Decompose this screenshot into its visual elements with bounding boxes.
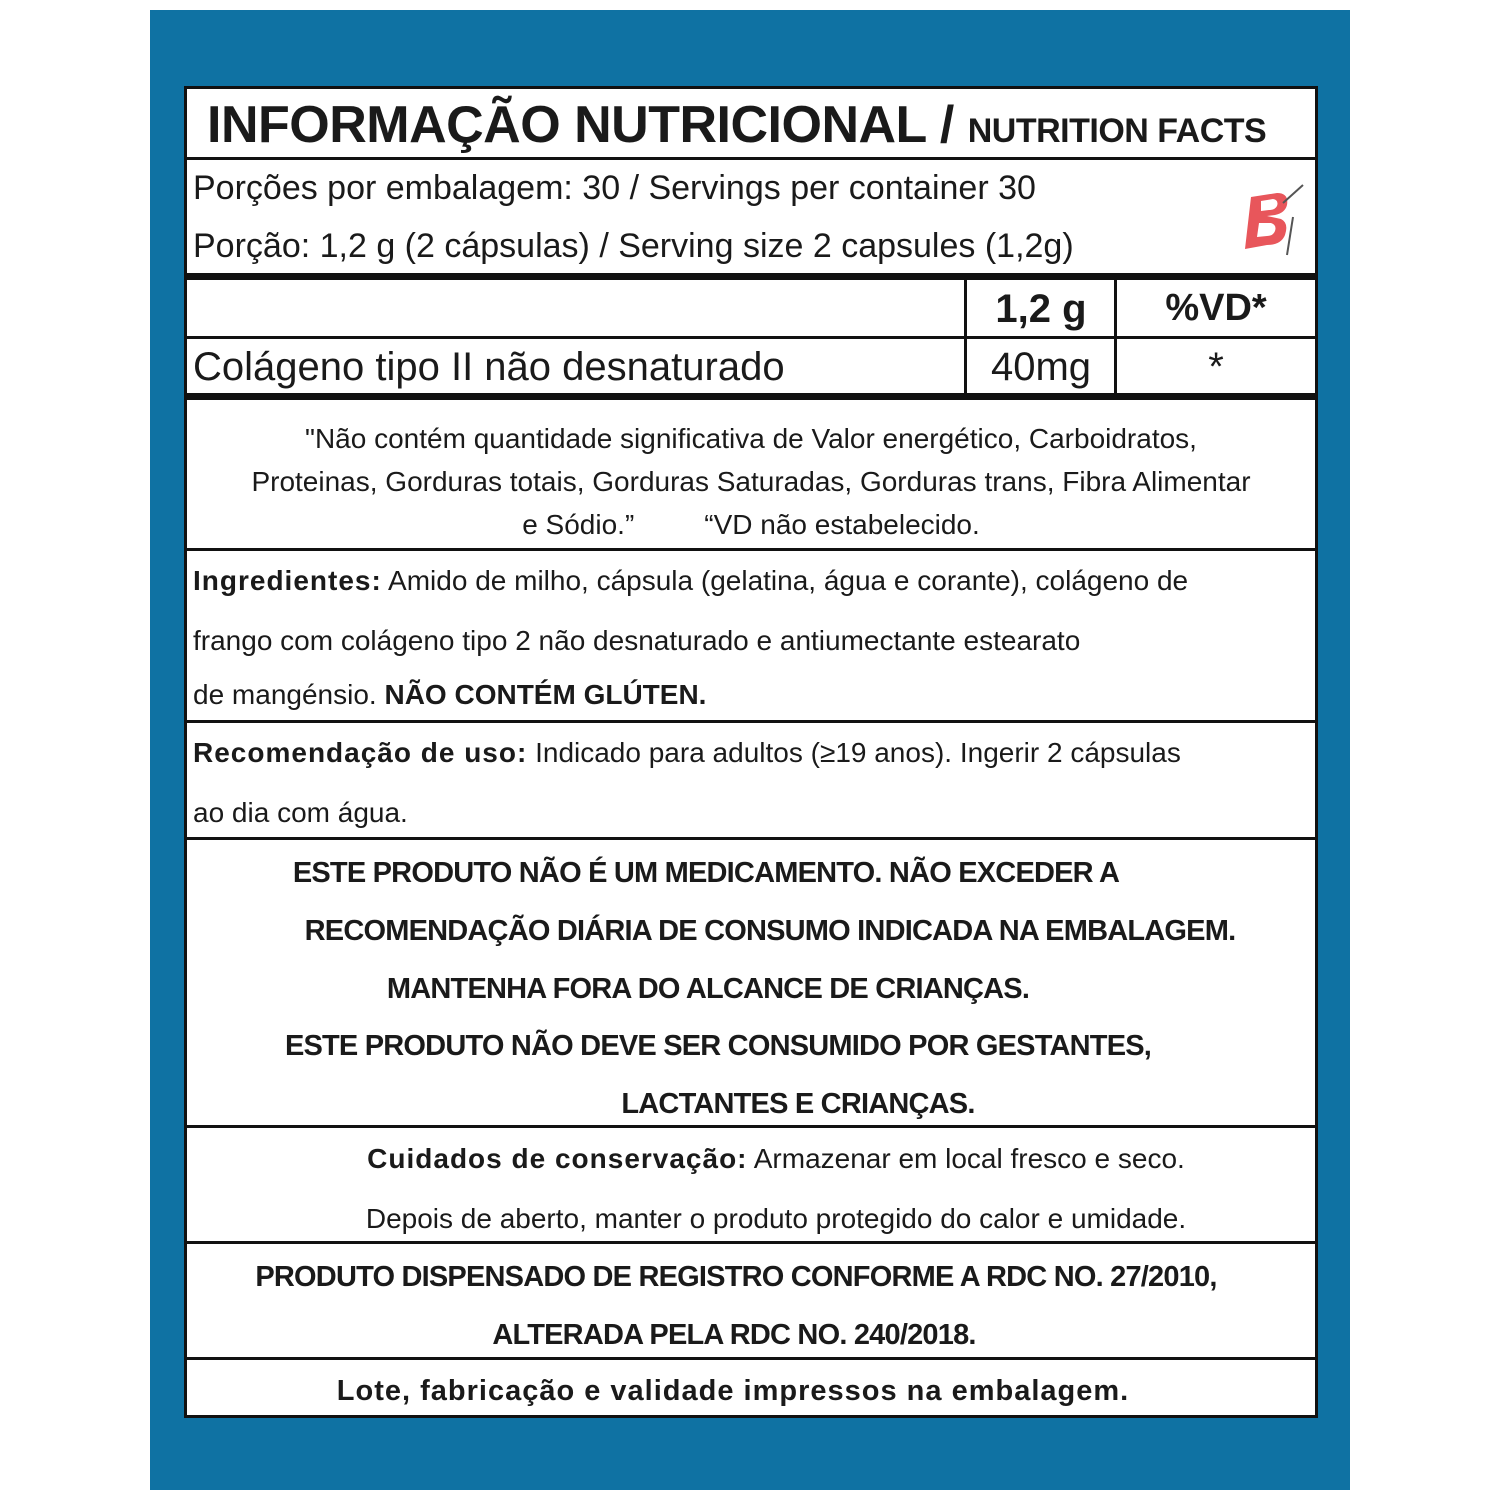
- recommendation-section: [187, 723, 1315, 837]
- ingredients-line-3: de mangénsio.: [193, 679, 385, 710]
- divider: [187, 157, 1315, 160]
- note-line-3b: “VD não estabelecido.: [704, 509, 980, 540]
- brand-logo-icon: [1237, 183, 1307, 263]
- warnings-section: [187, 841, 1315, 1125]
- warning-line: RECOMENDAÇÃO DIÁRIA DE CONSUMO INDICADA NA EMBALAGEM.: [304, 915, 1236, 947]
- divider: [187, 1357, 1315, 1360]
- warning-line: MANTENHA FORA DO ALCANCE DE CRIANÇAS.: [386, 973, 1030, 1005]
- warning-line: ESTE PRODUTO NÃO DEVE SER CONSUMIDO POR GESTANTES,: [284, 1030, 1152, 1062]
- nutrition-label: [184, 86, 1318, 1418]
- registration-line-1: PRODUTO DISPENSADO DE REGISTRO CONFORME A RDC NO. 27/2010,: [255, 1261, 1217, 1293]
- lote-section: [187, 1361, 1315, 1415]
- care-line-2: Depois de aberto, manter o produto protegido do calor e umidade.: [365, 1203, 1187, 1234]
- note-line-2: Proteinas, Gorduras totais, Gorduras Saturadas, Gorduras trans, Fibra Alimentar: [251, 466, 1251, 497]
- header-vd: %VD*: [1165, 287, 1267, 329]
- nutrient-amount: 40mg: [990, 345, 1092, 389]
- table-row: [187, 339, 1315, 393]
- servings-per-container: Porções por embalagem: 30 / Servings per container 30: [193, 169, 1036, 207]
- care-line-1: Armazenar em local fresco e seco.: [747, 1143, 1185, 1174]
- registration-section: [187, 1245, 1315, 1357]
- warning-line: LACTANTES E CRIANÇAS.: [621, 1088, 975, 1120]
- warning-line: ESTE PRODUTO NÃO É UM MEDICAMENTO. NÃO EXCEDER A: [292, 857, 1120, 889]
- ingredients-label: Ingredientes:: [193, 565, 382, 596]
- nutrient-name: Colágeno tipo II não desnaturado: [193, 345, 785, 389]
- recommendation-line-1: Indicado para adultos (≥19 anos). Ingerir 2 cápsulas: [527, 737, 1181, 768]
- header-amount: 1,2 g: [995, 287, 1087, 331]
- title-sub: NUTRITION FACTS: [967, 112, 1267, 150]
- table-column-divider: [1114, 280, 1117, 393]
- ingredients-section: [187, 551, 1315, 721]
- recommendation-line-2: ao dia com água.: [193, 797, 408, 828]
- ingredients-line-2: frango com colágeno tipo 2 não desnaturado e antiumectante estearato: [193, 625, 1081, 656]
- divider: [187, 1125, 1315, 1128]
- gluten-statement: NÃO CONTÉM GLÚTEN.: [384, 679, 707, 710]
- registration-line-2: ALTERADA PELA RDC NO. 240/2018.: [492, 1319, 976, 1351]
- lote-text: Lote, fabricação e validade impressos na embalagem.: [336, 1375, 1130, 1407]
- note-line-1: "Não contém quantidade significativa de Valor energético, Carboidratos,: [305, 423, 1197, 454]
- recommendation-label: Recomendação de uso:: [193, 737, 528, 768]
- table-header: [187, 283, 1315, 337]
- serving-size: Porção: 1,2 g (2 cápsulas) / Serving size 2 capsules (1,2g): [193, 227, 1074, 265]
- table-column-divider: [964, 280, 967, 393]
- care-label: Cuidados de conservação:: [367, 1143, 748, 1174]
- title-main: INFORMAÇÃO NUTRICIONAL /: [207, 96, 968, 154]
- nutrient-vd: *: [1208, 345, 1224, 389]
- thick-divider: [187, 393, 1315, 400]
- divider: [187, 1241, 1315, 1244]
- nutrition-note: [187, 401, 1315, 549]
- care-section: [187, 1129, 1315, 1241]
- servings-section: [187, 161, 1315, 273]
- thick-divider: [187, 273, 1315, 280]
- label-title: [187, 89, 1315, 157]
- note-line-3a: e Sódio.”: [522, 509, 635, 540]
- ingredients-line-1: Amido de milho, cápsula (gelatina, água e corante), colágeno de: [381, 565, 1189, 596]
- divider: [187, 837, 1315, 840]
